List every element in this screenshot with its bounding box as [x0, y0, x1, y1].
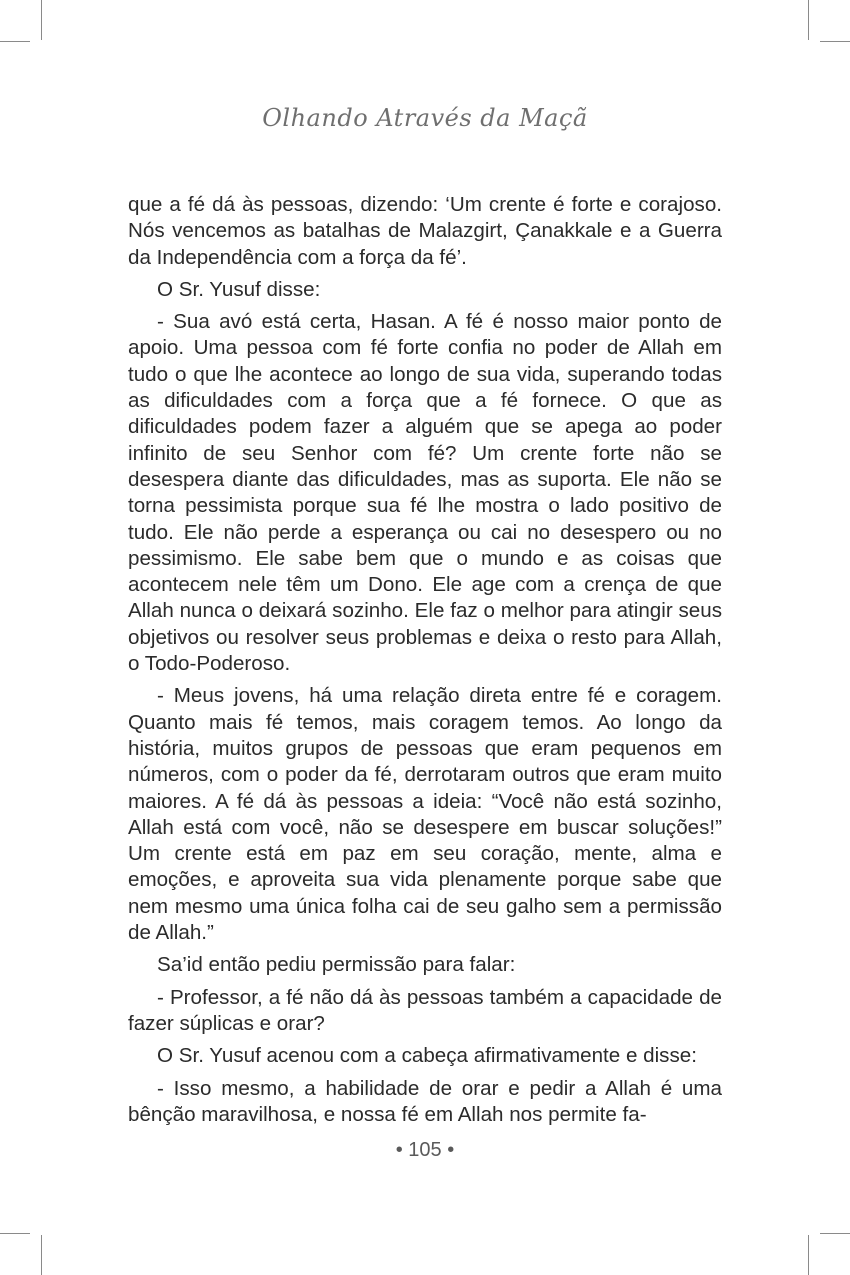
crop-mark-top-left-h — [0, 41, 30, 42]
crop-mark-bottom-left — [41, 1235, 42, 1275]
paragraph: Sa’id então pediu permissão para falar: — [157, 953, 516, 977]
paragraph: O Sr. Yusuf acenou com a cabeça afirmativamente e disse: — [157, 1044, 697, 1068]
crop-mark-top-right — [808, 0, 809, 40]
paragraph: O Sr. Yusuf disse: — [157, 277, 321, 301]
paragraph: - Sua avó está certa, Hasan. A fé é nosso maior ponto de apoio. Uma pessoa com fé forte confia no poder de Allah em tudo o que lhe acontece ao longo de sua vida, superando todas as dificuldades com a força que a fé fornece. O que as dificuldades podem fazer a alguém que se apega ao poder infinito de seu Senhor com fé? Um crente forte não se desespera diante das dificuldades, mas as suporta. Ele não se torna pessimista porque sua fé lhe mostra o lado positivo de tudo. Ele não perde a esperança ou cai no desespero ou no pessimismo. Ele sabe bem que o mundo e as coisas que acontecem nele têm um Dono. Ele age com a crença de que Allah nunca o deixará sozinho. Ele faz o melhor para atingir seus objetivos ou resolver seus problemas e deixa o resto para Allah, o Todo-Poderoso. — [128, 310, 722, 676]
paragraph: - Isso mesmo, a habilidade de orar e pedir a Allah é uma bênção maravilhosa, e nossa fé em Allah nos permite fa- — [128, 1076, 722, 1126]
crop-mark-top-left — [41, 0, 42, 40]
running-head: Olhando Através da Maçã — [262, 104, 588, 132]
paragraph: - Professor, a fé não dá às pessoas também a capacidade de fazer súplicas e orar? — [128, 985, 722, 1035]
crop-mark-top-right-h — [820, 41, 850, 42]
body-text — [128, 192, 722, 1134]
page-number: • 105 • — [395, 1139, 455, 1161]
paragraph: - Meus jovens, há uma relação direta entre fé e coragem. Quanto mais fé temos, mais coragem temos. Ao longo da história, muitos grupos de pessoas que eram pequenos em números, com o poder da fé, derrotaram outros que eram muito maiores. A fé dá às pessoas a ideia: “Você não está sozinho, Allah está com você, não se desespere em buscar soluções!” Um crente está em paz em seu coração, mente, alma e emoções, e aproveita sua vida plenamente porque sabe que nem mesmo uma única folha cai de seu galho sem a permissão de Allah.” — [128, 684, 722, 945]
paragraph: que a fé dá às pessoas, dizendo: ‘Um crente é forte e corajoso. Nós vencemos as batalhas de Malazgirt, Çanakkale e a Guerra da Independência com a força da fé’. — [128, 193, 722, 269]
crop-mark-bottom-right — [808, 1235, 809, 1275]
crop-mark-bottom-right-h — [820, 1233, 850, 1234]
crop-mark-bottom-left-h — [0, 1233, 30, 1234]
